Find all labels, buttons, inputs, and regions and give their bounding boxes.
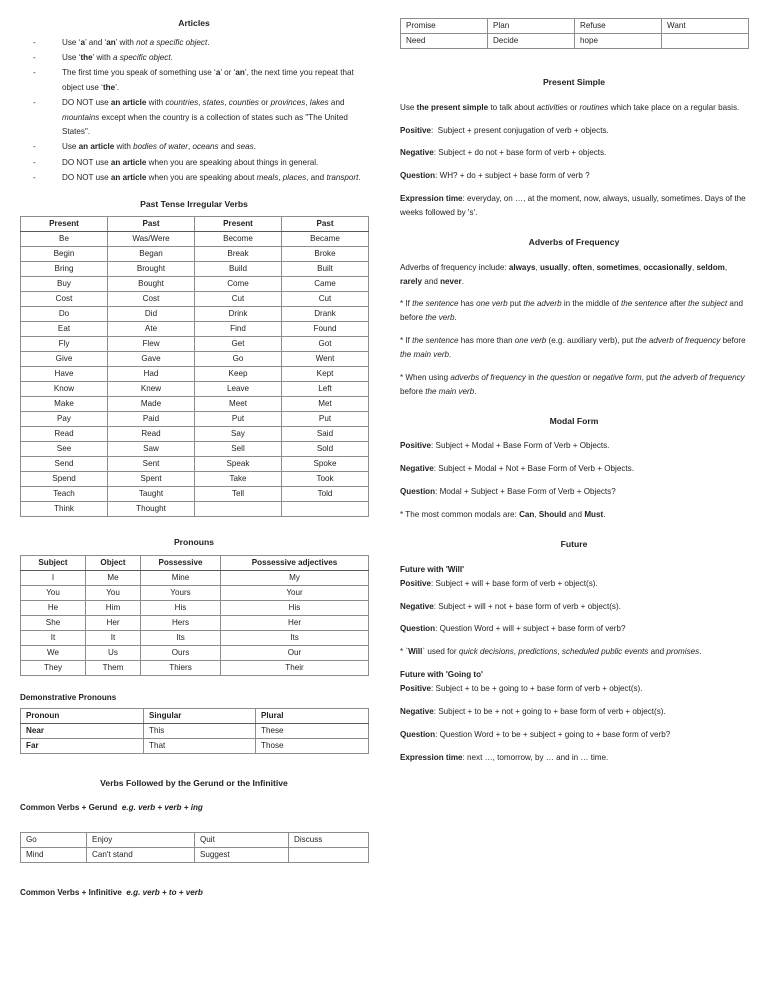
table-cell: Them: [86, 660, 141, 675]
table-cell: Mine: [141, 570, 221, 585]
table-row: [21, 502, 369, 517]
table-row: [21, 472, 369, 487]
modal-form-question: Question: Modal + Subject + Base Form of Verb + Objects?: [400, 487, 616, 497]
gerund-verbs-table: [20, 832, 369, 863]
table-row: [21, 600, 369, 615]
table-cell: This: [144, 723, 256, 738]
pronouns-title: Pronouns: [173, 537, 215, 548]
future-will-negative: Negative: Subject + will + not + base form of verb + object(s).: [400, 601, 621, 611]
table-cell: Build: [195, 262, 282, 277]
table-cell: Knew: [108, 382, 195, 397]
infinitive-verbs-body: [401, 19, 749, 49]
table-cell: Was/Were: [108, 232, 195, 247]
article-rule-text: Use an article with bodies of water, oceans and seas.: [62, 142, 256, 152]
table-cell: Bought: [108, 277, 195, 292]
table-row: [21, 337, 369, 352]
table-cell: Left: [282, 382, 369, 397]
table-header-cell: Plural: [256, 708, 369, 723]
table-row: [21, 585, 369, 600]
table-cell: Promise: [401, 19, 488, 34]
table-cell: You: [21, 585, 86, 600]
table-header-cell: Past: [108, 217, 195, 232]
table-cell: Broke: [282, 247, 369, 262]
table-cell: Send: [21, 457, 108, 472]
right-column: [400, 18, 748, 774]
article-rule-item: [20, 96, 368, 139]
article-rule-text: DO NOT use an article when you are speaking about things in general.: [62, 157, 319, 167]
table-cell: That: [144, 738, 256, 753]
table-row: [21, 262, 369, 277]
table-header-cell: Singular: [144, 708, 256, 723]
table-cell: They: [21, 660, 86, 675]
table-header-cell: Past: [282, 217, 369, 232]
pronouns-head: [21, 555, 369, 570]
article-rule-item: [20, 140, 368, 154]
demonstrative-pronouns-table: [20, 708, 369, 754]
table-cell: It: [86, 630, 141, 645]
future-going-to-question: Question: Question Word + to be + subject + going to + base form of verb?: [400, 729, 671, 739]
table-header-row: [21, 555, 369, 570]
table-cell: Sent: [108, 457, 195, 472]
table-cell: Go: [195, 352, 282, 367]
table-cell: Spent: [108, 472, 195, 487]
bullet-dash-icon: -: [33, 157, 36, 167]
irregular-verbs-body: [21, 232, 369, 517]
table-cell: Bring: [21, 262, 108, 277]
table-cell: Buy: [21, 277, 108, 292]
table-cell: Read: [108, 427, 195, 442]
table-cell: Met: [282, 397, 369, 412]
adverbs-frequency-note-2: * If the sentence has more than one verb (e.g. auxiliary verb), put the adverb of frequency before the main verb.: [400, 336, 746, 360]
table-cell: We: [21, 645, 86, 660]
table-cell: Your: [221, 585, 369, 600]
table-row: [21, 630, 369, 645]
demonstrative-head: [21, 708, 369, 723]
table-header-cell: Possessive adjectives: [221, 555, 369, 570]
table-cell: Keep: [195, 367, 282, 382]
table-header-cell: Present: [21, 217, 108, 232]
table-cell: Be: [21, 232, 108, 247]
table-cell: She: [21, 615, 86, 630]
table-row: [21, 847, 369, 862]
table-cell: Meet: [195, 397, 282, 412]
table-cell: Ours: [141, 645, 221, 660]
table-cell: Its: [141, 630, 221, 645]
table-cell: Him: [86, 600, 141, 615]
table-cell: He: [21, 600, 86, 615]
bullet-dash-icon: -: [33, 53, 36, 62]
present-simple-positive: Positive: Subject + present conjugation of verb + objects.: [400, 125, 609, 135]
table-cell: Know: [21, 382, 108, 397]
table-header-cell: Pronoun: [21, 708, 144, 723]
common-verbs-infinitive-heading: Common Verbs + Infinitive e.g. verb + to + verb: [20, 887, 203, 897]
table-row: [21, 247, 369, 262]
demonstrative-pronouns-title: Demonstrative Pronouns: [20, 692, 117, 702]
table-cell: Put: [282, 412, 369, 427]
table-cell: hope: [575, 34, 662, 49]
table-cell: Far: [21, 738, 144, 753]
table-row: [21, 457, 369, 472]
table-cell: Gave: [108, 352, 195, 367]
table-cell: Discuss: [289, 832, 369, 847]
table-cell: It: [21, 630, 86, 645]
table-cell: Make: [21, 397, 108, 412]
table-row: [21, 487, 369, 502]
table-cell: [195, 502, 282, 517]
table-cell: Mind: [21, 847, 87, 862]
article-rule-item: [20, 66, 368, 95]
articles-title: Articles: [178, 18, 210, 28]
table-cell: Her: [86, 615, 141, 630]
article-rule-item: [20, 171, 368, 185]
table-cell: Made: [108, 397, 195, 412]
table-cell: Ate: [108, 322, 195, 337]
left-column: [20, 18, 368, 903]
future-will-note: * `Will` used for quick decisions, predictions, scheduled public events and promises.: [400, 647, 702, 657]
table-cell: Need: [401, 34, 488, 49]
gerund-infinitive-title: Verbs Followed by the Gerund or the Infinitive: [100, 777, 288, 788]
article-rule-text: Use ‘the’ with a specific object.: [62, 53, 173, 62]
table-row: [21, 307, 369, 322]
table-row: [21, 232, 369, 247]
table-cell: Our: [221, 645, 369, 660]
table-row: [21, 615, 369, 630]
table-cell: His: [221, 600, 369, 615]
table-cell: Told: [282, 487, 369, 502]
article-rule-item: [20, 156, 368, 170]
table-row: [21, 645, 369, 660]
table-cell: [662, 34, 749, 49]
table-cell: Me: [86, 570, 141, 585]
table-cell: Eat: [21, 322, 108, 337]
table-cell: Refuse: [575, 19, 662, 34]
table-cell: Enjoy: [87, 832, 195, 847]
table-cell: Fly: [21, 337, 108, 352]
infinitive-verbs-table: [400, 18, 749, 49]
table-row: [21, 277, 369, 292]
table-header-row: [21, 708, 369, 723]
table-row: [21, 382, 369, 397]
table-header-row: [21, 217, 369, 232]
table-row: [401, 19, 749, 34]
table-cell: I: [21, 570, 86, 585]
table-cell: My: [221, 570, 369, 585]
article-rule-text: The first time you speak of something use ‘a’ or ‘an’, the next time you repeat that object use ‘the’.: [62, 68, 354, 92]
table-cell: Drank: [282, 307, 369, 322]
present-simple-intro: Use the present simple to talk about activities or routines which take place on a regular basis.: [400, 102, 740, 112]
table-cell: Get: [195, 337, 282, 352]
table-cell: You: [86, 585, 141, 600]
table-header-cell: Object: [86, 555, 141, 570]
table-cell: Near: [21, 723, 144, 738]
table-row: [21, 292, 369, 307]
table-cell: Take: [195, 472, 282, 487]
table-cell: Sell: [195, 442, 282, 457]
future-going-to-negative: Negative: Subject + to be + not + going to + base form of verb + object(s).: [400, 707, 666, 717]
table-cell: Kept: [282, 367, 369, 382]
modal-form-note: * The most common modals are: Can, Should and Must.: [400, 510, 606, 520]
future-will-positive: Positive: Subject + will + base form of verb + object(s).: [400, 578, 598, 588]
table-cell: Brought: [108, 262, 195, 277]
pronouns-body: [21, 570, 369, 675]
bullet-dash-icon: -: [33, 98, 36, 108]
future-going-to-heading: Future with 'Going to': [400, 670, 483, 680]
table-row: [21, 397, 369, 412]
future-will-heading: Future with 'Will': [400, 564, 465, 574]
article-rule-item: [20, 36, 368, 50]
table-cell: Hers: [141, 615, 221, 630]
modal-form-title: Modal Form: [549, 415, 599, 426]
table-cell: Plan: [488, 19, 575, 34]
table-cell: Got: [282, 337, 369, 352]
demonstrative-body: [21, 723, 369, 753]
table-cell: Did: [108, 307, 195, 322]
bullet-dash-icon: -: [33, 68, 36, 78]
article-rule-item: [20, 51, 368, 65]
table-cell: Had: [108, 367, 195, 382]
pronouns-table: [20, 555, 369, 676]
table-cell: Decide: [488, 34, 575, 49]
table-cell: These: [256, 723, 369, 738]
table-cell: Begin: [21, 247, 108, 262]
adverbs-frequency-intro: Adverbs of frequency include: always, usually, often, sometimes, occasionally, seldom, rarely and never.: [400, 262, 728, 286]
table-cell: Sold: [282, 442, 369, 457]
gerund-verbs-body: [21, 832, 369, 862]
table-cell: Took: [282, 472, 369, 487]
table-header-cell: Subject: [21, 555, 86, 570]
table-cell: Have: [21, 367, 108, 382]
table-row: [21, 738, 369, 753]
table-cell: Tell: [195, 487, 282, 502]
table-header-cell: Present: [195, 217, 282, 232]
table-cell: Paid: [108, 412, 195, 427]
table-cell: Do: [21, 307, 108, 322]
adverbs-frequency-note-3: * When using adverbs of frequency in the question or negative form, put the adverb of frequency before the main verb.: [400, 373, 745, 396]
table-cell: Read: [21, 427, 108, 442]
table-row: [21, 723, 369, 738]
table-cell: Think: [21, 502, 108, 517]
table-row: [21, 412, 369, 427]
table-cell: Cost: [21, 292, 108, 307]
articles-bullet-list: [20, 36, 368, 186]
modal-form-positive: Positive: Subject + Modal + Base Form of Verb + Objects.: [400, 441, 610, 451]
table-cell: Give: [21, 352, 108, 367]
table-cell: Find: [195, 322, 282, 337]
table-cell: [289, 847, 369, 862]
table-cell: Speak: [195, 457, 282, 472]
table-cell: Become: [195, 232, 282, 247]
table-row: [21, 442, 369, 457]
table-cell: Cost: [108, 292, 195, 307]
present-simple-negative: Negative: Subject + do not + base form of verb + objects.: [400, 148, 607, 158]
table-row: [21, 352, 369, 367]
table-cell: Quit: [195, 832, 289, 847]
irregular-verbs-head: [21, 217, 369, 232]
table-cell: Her: [221, 615, 369, 630]
table-cell: Suggest: [195, 847, 289, 862]
adverbs-frequency-note-1: * If the sentence has one verb put the adverb in the middle of the sentence after the subject and before the verb.: [400, 299, 743, 323]
bullet-dash-icon: -: [33, 37, 36, 47]
irregular-verbs-table: [20, 216, 369, 517]
table-row: [401, 34, 749, 49]
future-title: Future: [560, 539, 588, 550]
present-simple-title: Present Simple: [542, 77, 606, 87]
bullet-dash-icon: -: [33, 142, 36, 152]
table-cell: Cut: [195, 292, 282, 307]
future-will-question: Question: Question Word + will + subject + base form of verb?: [400, 624, 626, 634]
table-cell: Put: [195, 412, 282, 427]
table-cell: Teach: [21, 487, 108, 502]
future-going-to-positive: Positive: Subject + to be + going to + base form of verb + object(s).: [400, 684, 643, 694]
article-rule-text: Use ‘a’ and ‘an’ with not a specific object.: [62, 37, 210, 47]
adverbs-frequency-title: Adverbs of Frequency: [528, 237, 620, 248]
table-cell: Can't stand: [87, 847, 195, 862]
table-cell: Break: [195, 247, 282, 262]
table-cell: Yours: [141, 585, 221, 600]
table-cell: Leave: [195, 382, 282, 397]
article-rule-text: DO NOT use an article when you are speaking about meals, places, and transport.: [62, 173, 361, 183]
table-cell: Thiers: [141, 660, 221, 675]
future-expression-time: Expression time: next …, tomorrow, by … and in … time.: [400, 752, 609, 762]
table-row: [21, 660, 369, 675]
table-cell: Said: [282, 427, 369, 442]
table-cell: Spoke: [282, 457, 369, 472]
table-cell: Say: [195, 427, 282, 442]
table-cell: Came: [282, 277, 369, 292]
table-cell: See: [21, 442, 108, 457]
table-cell: Spend: [21, 472, 108, 487]
table-cell: Their: [221, 660, 369, 675]
table-row: [21, 427, 369, 442]
table-cell: Us: [86, 645, 141, 660]
bullet-dash-icon: -: [33, 173, 36, 183]
table-cell: Built: [282, 262, 369, 277]
table-cell: Thought: [108, 502, 195, 517]
table-cell: Taught: [108, 487, 195, 502]
table-cell: [282, 502, 369, 517]
common-verbs-gerund-heading: Common Verbs + Gerund e.g. verb + verb + ing: [20, 802, 203, 812]
table-cell: Became: [282, 232, 369, 247]
table-cell: Cut: [282, 292, 369, 307]
table-cell: Come: [195, 277, 282, 292]
table-row: [21, 570, 369, 585]
table-cell: Found: [282, 322, 369, 337]
table-cell: Began: [108, 247, 195, 262]
table-header-cell: Possessive: [141, 555, 221, 570]
table-cell: His: [141, 600, 221, 615]
irregular-verbs-title: Past Tense Irregular Verbs: [140, 198, 248, 209]
table-cell: Saw: [108, 442, 195, 457]
table-cell: Go: [21, 832, 87, 847]
present-simple-expression-time: Expression time: everyday, on …, at the moment, now, always, usually, sometimes. Days of the weeks followed by 's'.: [400, 194, 746, 218]
table-row: [21, 367, 369, 382]
article-rule-text: DO NOT use an article with countries, states, counties or provinces, lakes and mountains except when the country is a collection of states such as "The United States".: [62, 98, 348, 137]
table-cell: Want: [662, 19, 749, 34]
table-cell: Drink: [195, 307, 282, 322]
table-cell: Those: [256, 738, 369, 753]
table-cell: Pay: [21, 412, 108, 427]
table-cell: Flew: [108, 337, 195, 352]
table-cell: Its: [221, 630, 369, 645]
table-row: [21, 832, 369, 847]
table-row: [21, 322, 369, 337]
table-cell: Went: [282, 352, 369, 367]
present-simple-question: Question: WH? + do + subject + base form of verb ?: [400, 171, 590, 181]
modal-form-negative: Negative: Subject + Modal + Not + Base Form of Verb + Objects.: [400, 464, 634, 474]
